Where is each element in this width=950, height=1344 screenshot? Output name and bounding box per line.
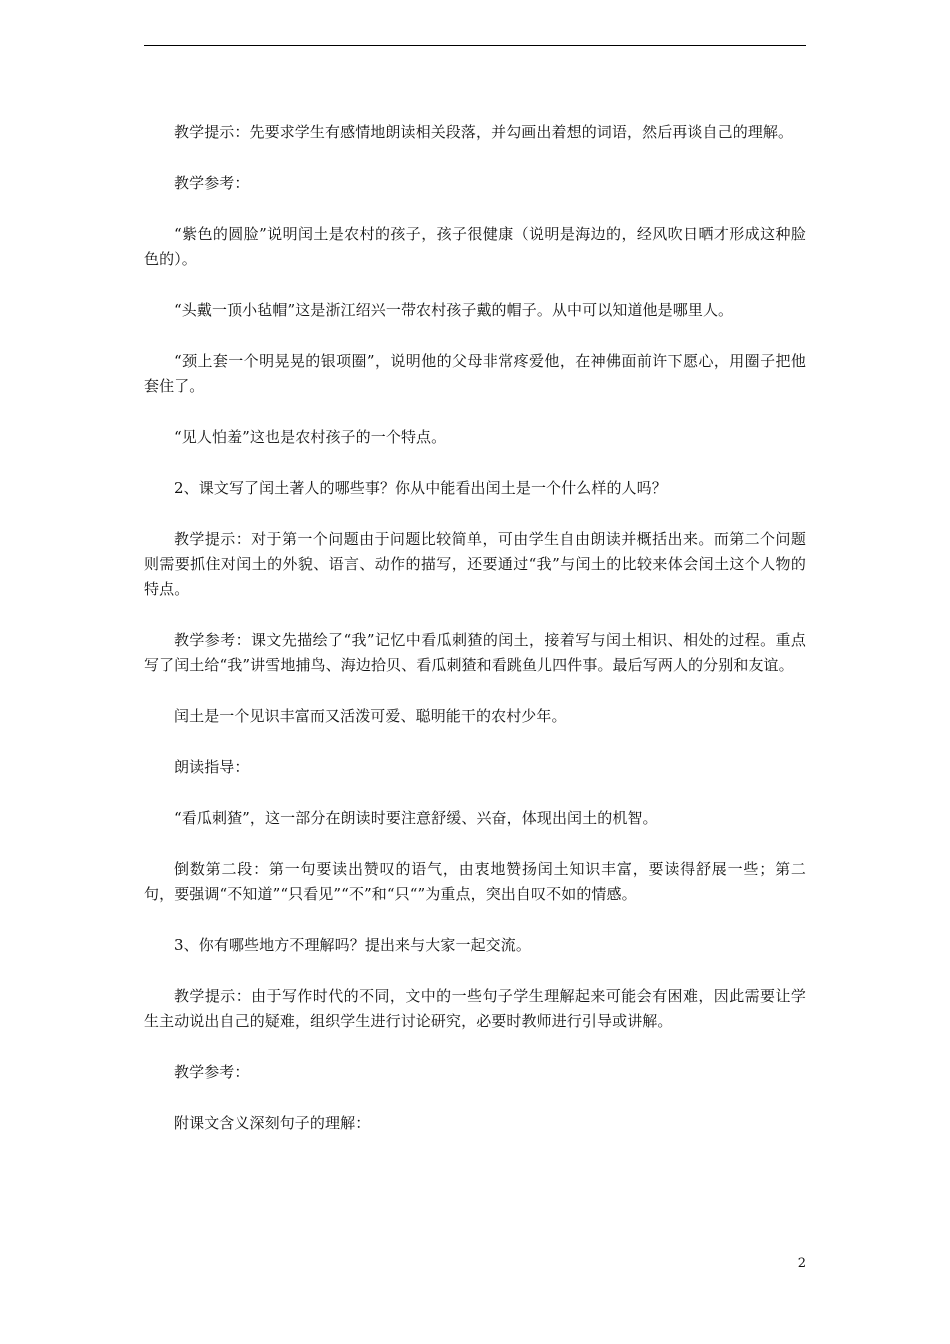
paragraph-teaching-reference-2: 教学参考：课文先描绘了“我”记忆中看瓜刺猹的闰土，接着写与闰土相识、相处的过程。重点写了闰土给“我”讲雪地捕鸟、海边拾贝、看瓜刺猹和看跳鱼儿四件事。最后写两人的分别和友谊。 (144, 631, 806, 674)
paragraph-runtu-summary: 闰土是一个见识丰富而又活泼可爱、聪明能干的农村少年。 (174, 707, 567, 725)
paragraph-silver-collar: “颈上套一个明晃晃的银项圈”，说明他的父母非常疼爱他，在神佛面前许下愿心，用圈子把他套住了。 (144, 352, 806, 395)
paragraph-teaching-reference-1: 教学参考： (174, 174, 250, 192)
document-body (144, 120, 806, 1162)
paragraph-purple-face: “紫色的圆脸”说明闰土是农村的孩子，孩子很健康（说明是海边的，经风吹日晒才形成这种脸色的）。 (144, 225, 806, 268)
paragraph-felt-hat: “头戴一顶小毡帽”这是浙江绍兴一带农村孩子戴的帽子。从中可以知道他是哪里人。 (174, 301, 734, 319)
paragraph-teaching-reference-3: 教学参考： (174, 1063, 250, 1081)
paragraph-teaching-tip-1: 教学提示：先要求学生有感情地朗读相关段落，并勾画出着想的词语，然后再谈自己的理解。 (174, 123, 794, 141)
paragraph-shy: “见人怕羞”这也是农村孩子的一个特点。 (174, 428, 447, 446)
paragraph-appendix: 附课文含义深刻句子的理解： (174, 1114, 371, 1132)
paragraph-watching-melons: “看瓜刺猹”，这一部分在朗读时要注意舒缓、兴奋，体现出闰土的机智。 (174, 809, 658, 827)
paragraph-teaching-tip-2: 教学提示：对于第一个问题由于问题比较简单，可由学生自由朗读并概括出来。而第二个问题则需要抓住对闰土的外貌、语言、动作的描写，还要通过“我”与闰土的比较来体会闰土这个人物的特点。 (144, 530, 806, 598)
paragraph-reading-guidance: 朗读指导： (174, 758, 250, 776)
paragraph-second-last-section: 倒数第二段：第一句要读出赞叹的语气，由衷地赞扬闰土知识丰富，要读得舒展一些；第二句，要强调“不知道”“只看见”“不”和“只“”为重点，突出自叹不如的情感。 (144, 860, 806, 903)
page-number: 2 (797, 1256, 806, 1271)
paragraph-question-3: 3、你有哪些地方不理解吗？提出来与大家一起交流。 (174, 936, 531, 954)
paragraph-question-2: 2、课文写了闰土著人的哪些事？你从中能看出闰土是一个什么样的人吗？ (174, 479, 667, 497)
paragraph-teaching-tip-3: 教学提示：由于写作时代的不同，文中的一些句子学生理解起来可能会有困难，因此需要让学生主动说出自己的疑难，组织学生进行讨论研究，必要时教师进行引导或讲解。 (144, 987, 806, 1030)
header-rule (144, 45, 806, 46)
